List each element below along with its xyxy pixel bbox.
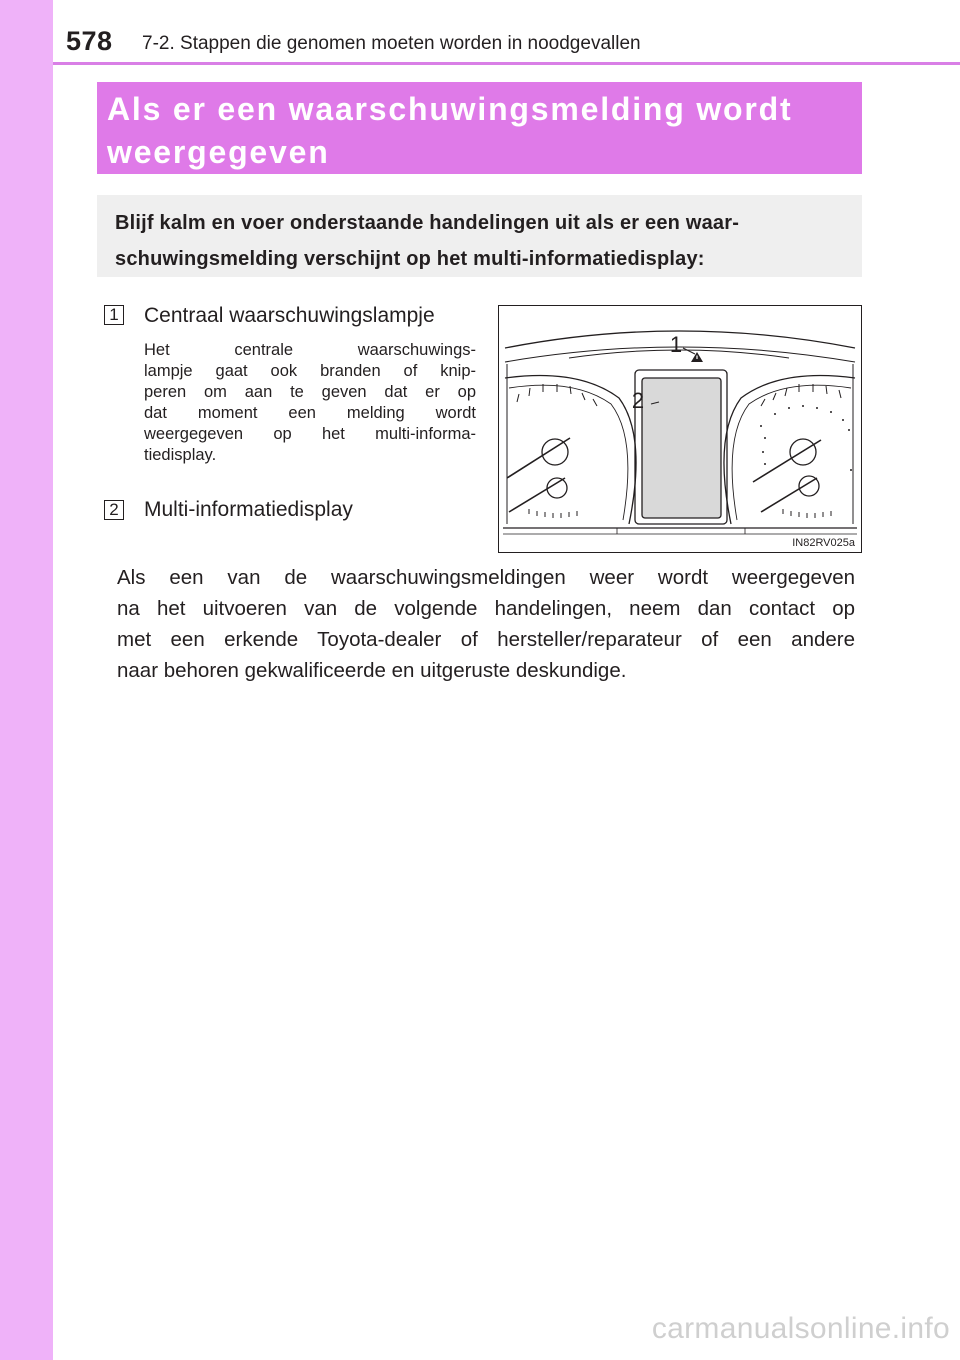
- item-title-2: Multi-informatiedisplay: [144, 498, 353, 521]
- item-desc-line: lampje gaat ook branden of knip-: [144, 362, 476, 380]
- instrument-cluster-figure: [498, 305, 862, 553]
- item-marker-2: 2: [104, 500, 124, 520]
- item-desc-line: peren om aan te geven dat er op: [144, 383, 476, 401]
- item-desc-line: weergegeven op het multi-informa-: [144, 425, 476, 443]
- item-desc-line: Het centrale waarschuwings-: [144, 341, 476, 359]
- body-line: naar behoren gekwalificeerde en uitgeruste deskundige.: [117, 659, 627, 682]
- watermark: carmanualsonline.info: [651, 1312, 950, 1345]
- intro-line: schuwingsmelding verschijnt op het multi-informatiedisplay:: [115, 248, 705, 270]
- body-line: Als een van de waarschuwingsmeldingen weer wordt weergegeven: [117, 566, 855, 589]
- section-title-line: weergegeven: [107, 134, 330, 170]
- master-warning-lamp-icon: [691, 352, 703, 362]
- body-line: na het uitvoeren van de volgende handelingen, neem dan contact op: [117, 597, 855, 620]
- figure-callout-2: 2: [631, 388, 645, 413]
- header-rule: [53, 62, 960, 65]
- item-description-1: [144, 340, 476, 466]
- body-paragraph: [117, 562, 855, 686]
- body-line: met een erkende Toyota-dealer of hersteller/reparateur of een andere: [117, 628, 855, 651]
- item-title-1: Centraal waarschuwingslampje: [144, 304, 435, 327]
- section-title: [107, 88, 852, 174]
- section-title-box: [97, 82, 862, 174]
- intro-box: [97, 195, 862, 277]
- intro-line: Blijf kalm en voer onderstaande handelingen uit als er een waar-: [115, 212, 740, 234]
- section-title-line: Als er een waarschuwingsmelding wordt: [107, 91, 793, 127]
- side-color-band: [0, 0, 53, 1360]
- item-marker-1: 1: [104, 305, 124, 325]
- running-header: 7-2. Stappen die genomen moeten worden in noodgevallen: [142, 33, 641, 54]
- page-number: 578: [66, 26, 113, 56]
- intro-text: [115, 205, 844, 277]
- item-desc-line: tiedisplay.: [144, 446, 217, 464]
- figure-callout-1: 1: [669, 332, 683, 357]
- figure-code: IN82RV025a: [792, 537, 855, 549]
- item-desc-line: dat moment een melding wordt: [144, 404, 476, 422]
